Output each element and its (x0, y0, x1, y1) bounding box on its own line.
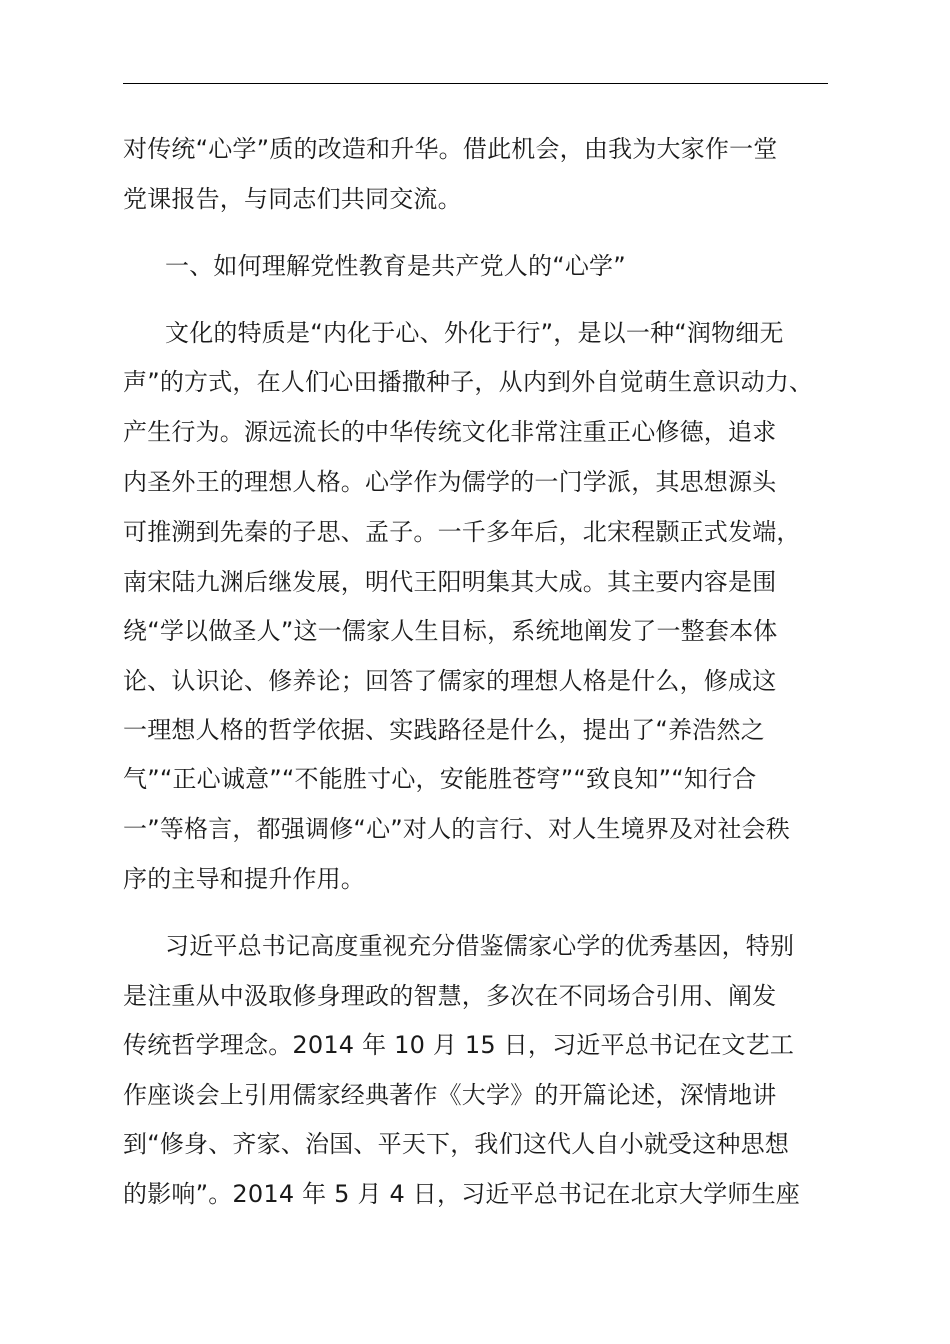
text-line: 声”的方式，在人们心田播撒种子，从内到外自觉萌生意识动力、 (123, 368, 814, 396)
text-line: 党课报告，与同志们共同交流。 (123, 185, 462, 213)
text-line: 传统哲学理念。2014 年 10 月 15 日，习近平总书记在文艺工 (123, 1031, 795, 1059)
text-line: 到“修身、齐家、治国、平天下，我们这代人自小就受这种思想 (123, 1130, 790, 1158)
text-line: 文化的特质是“内化于心、外化于行”，是以一种“润物细无 (165, 319, 784, 347)
text-line: 一”等格言，都强调修“心”对人的言行、对人生境界及对社会秩 (123, 815, 791, 843)
text-line: 习近平总书记高度重视充分借鉴儒家心学的优秀基因，特别 (165, 932, 795, 960)
text-line: 内圣外王的理想人格。心学作为儒学的一门学派，其思想源头 (123, 468, 777, 496)
text-line: 序的主导和提升作用。 (123, 865, 365, 893)
text-line: 产生行为。源远流长的中华传统文化非常注重正心修德，追求 (123, 418, 777, 446)
text-line: 是注重从中汲取修身理政的智慧，多次在不同场合引用、阐发 (123, 982, 777, 1010)
text-line: 绕“学以做圣人”这一儒家人生目标，系统地阐发了一整套本体 (123, 617, 778, 645)
text-line: 论、认识论、修养论；回答了儒家的理想人格是什么，修成这 (123, 667, 777, 695)
text-line: 的影响”。2014 年 5 月 4 日，习近平总书记在北京大学师生座 (123, 1180, 800, 1208)
section-heading: 一、如何理解党性教育是共产党人的“心学” (165, 252, 626, 280)
text-line: 作座谈会上引用儒家经典著作《大学》的开篇论述，深情地讲 (123, 1081, 777, 1109)
text-line: 可推溯到先秦的子思、孟子。一千多年后，北宋程颢正式发端， (123, 518, 801, 546)
text-line: 南宋陆九渊后继发展，明代王阳明集其大成。其主要内容是围 (123, 568, 777, 596)
text-line: 一理想人格的哲学依据、实践路径是什么，提出了“养浩然之 (123, 716, 765, 744)
text-line: 对传统“心学”质的改造和升华。借此机会，由我为大家作一堂 (123, 135, 778, 163)
header-rule (123, 83, 828, 84)
text-line: 气”“正心诚意”“不能胜寸心，安能胜苍穹”“致良知”“知行合 (123, 765, 757, 793)
